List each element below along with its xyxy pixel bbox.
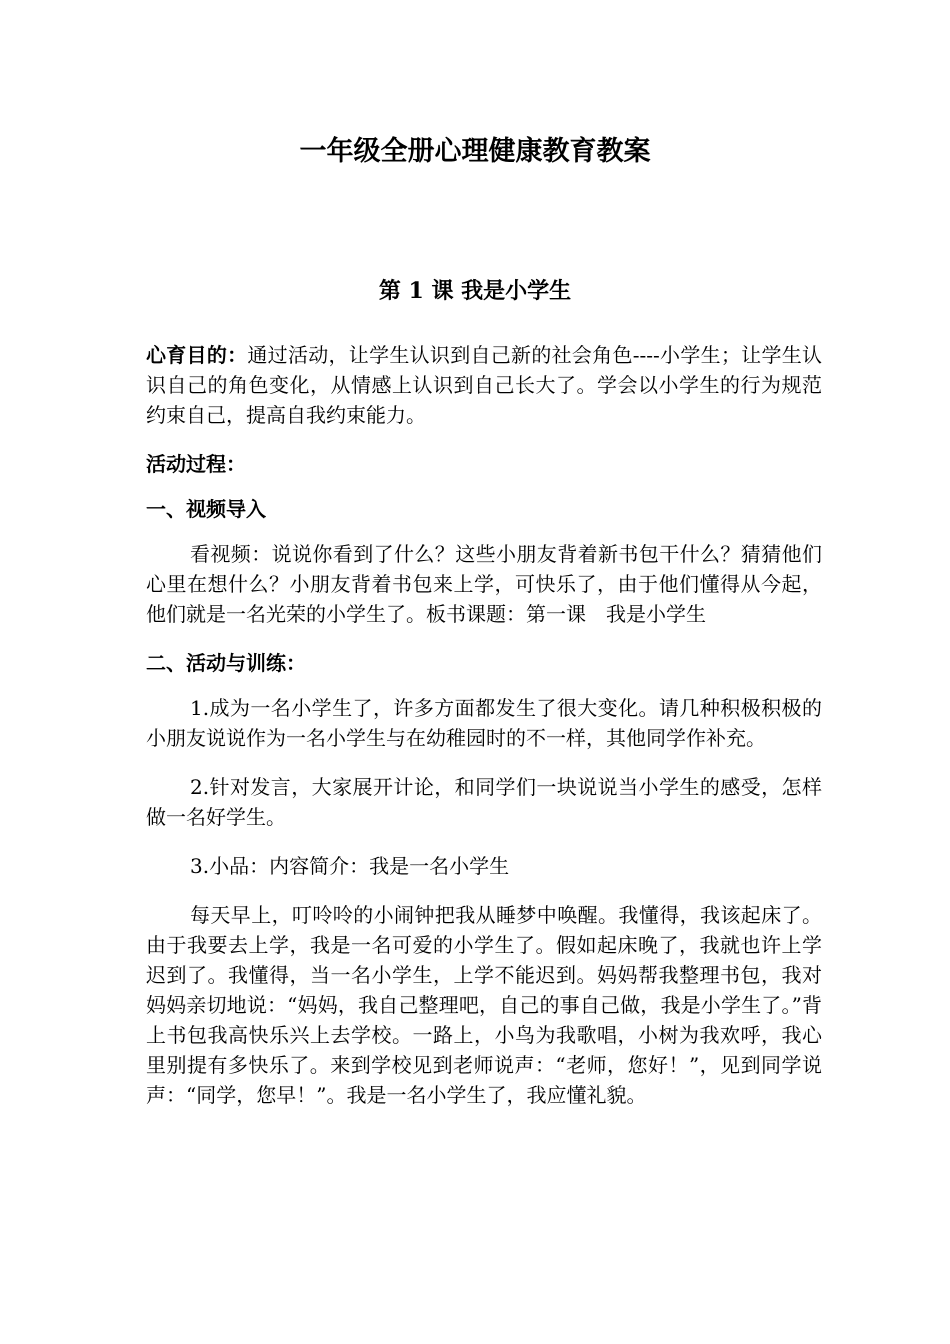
section1-heading: 一、视频导入	[146, 497, 266, 521]
goal-label: 心育目的：	[146, 343, 248, 367]
activity-item-1: 1.成为一名小学生了，许多方面都发生了很大变化。请几种积极积极的小朋友说说作为一名小学生与在幼稚园时的不一样，其他同学作补充。	[146, 696, 822, 750]
document-body	[146, 340, 822, 1129]
section2-heading: 二、活动与训练：	[146, 651, 306, 675]
activity-item-2: 2.针对发言，大家展开计论，和同学们一块说说当小学生的感受，怎样做一名好学生。	[146, 775, 822, 829]
goal-paragraph	[146, 340, 822, 430]
document-title: 一年级全册心理健康教育教案	[299, 136, 651, 167]
lesson-title: 第 1 课 我是小学生	[378, 278, 572, 304]
goal-text: 通过活动，让学生认识到自己新的社会角色----小学生；让学生认识自己的角色变化，从情感上认识到自己长大了。学会以小学生的行为规范约束自己，提高自我约束能力。	[146, 343, 823, 427]
activity-item-3: 3.小品：内容简介：我是一名小学生	[190, 854, 510, 878]
story-paragraph: 每天早上，叮呤呤的小闹钟把我从睡梦中唤醒。我懂得，我该起床了。由于我要去上学，我是一名可爱的小学生了。假如起床晚了，我就也许上学迟到了。我懂得，当一名小学生，上学不能迟到。妈妈帮我整理书包，我对妈妈亲切地说：“妈妈，我自己整理吧，自己的事自己做，我是小学生了。”背上书包我高快乐兴上去学校。一路上，小鸟为我歌唱，小树为我欢呼，我心里别提有多快乐了。来到学校见到老师说声：“老师，您好！”，见到同学说声：“同学，您早！”。我是一名小学生了，我应懂礼貌。	[146, 903, 822, 1107]
process-heading: 活动过程：	[146, 452, 246, 476]
section1-paragraph: 看视频：说说你看到了什么？这些小朋友背着新书包干什么？猜猜他们心里在想什么？小朋友背着书包来上学，可快乐了，由于他们懂得从今起，他们就是一名光荣的小学生了。板书课题：第一课 我是小学生	[146, 542, 822, 626]
